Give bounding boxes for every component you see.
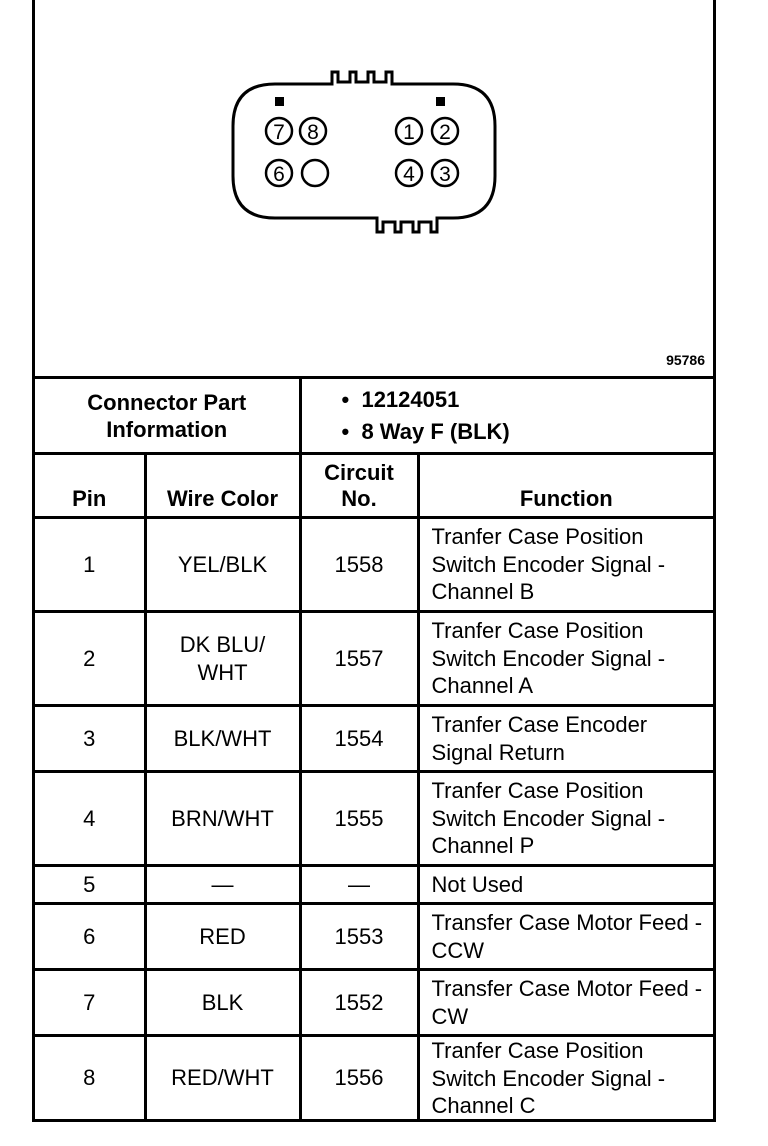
wire-color-cell: — [145, 866, 300, 904]
connector-outline [233, 72, 495, 232]
function-cell: Tranfer Case Position Switch Encoder Signal - Channel B [418, 518, 713, 612]
circuit-cell: 1554 [300, 706, 418, 772]
cavity-4-label: 4 [403, 163, 415, 186]
connector-figure [35, 0, 713, 376]
table-row [35, 772, 713, 866]
header-row [35, 454, 713, 518]
cavity-7 [266, 118, 292, 144]
cavity-6 [266, 160, 292, 186]
cavity-1 [396, 118, 422, 144]
pin-cell: 1 [35, 518, 145, 612]
circuit-cell: 1557 [300, 612, 418, 706]
circuit-cell: 1555 [300, 772, 418, 866]
pin-cell: 8 [35, 1036, 145, 1120]
connector-part-info-label: Connector Part Information [35, 378, 300, 454]
cavity-7-label: 7 [273, 121, 285, 144]
pin-cell: 3 [35, 706, 145, 772]
pin7-marker [275, 97, 284, 106]
circuit-cell: 1558 [300, 518, 418, 612]
function-cell: Transfer Case Motor Feed - CW [418, 970, 713, 1036]
pin-cell: 7 [35, 970, 145, 1036]
wire-color-cell: YEL/BLK [145, 518, 300, 612]
wire-color-cell: RED [145, 904, 300, 970]
function-cell: Tranfer Case Position Switch Encoder Signal - Channel P [418, 772, 713, 866]
cavity-3 [432, 160, 458, 186]
figure-number: 95786 [666, 352, 705, 368]
cavity-3-label: 3 [439, 163, 451, 186]
pin-cell: 4 [35, 772, 145, 866]
col-header-wire-color: Wire Color [145, 454, 300, 518]
circuit-cell: 1556 [300, 1036, 418, 1120]
cavity-2 [432, 118, 458, 144]
col-header-circuit: Circuit No. [300, 454, 418, 518]
table-row [35, 612, 713, 706]
wire-color-cell: BLK/WHT [145, 706, 300, 772]
table-row [35, 518, 713, 612]
cavity-1-label: 1 [403, 121, 415, 144]
col-header-function: Function [418, 454, 713, 518]
function-cell: Tranfer Case Encoder Signal Return [418, 706, 713, 772]
connector-part-info [300, 378, 713, 454]
pin-cell: 5 [35, 866, 145, 904]
table-row [35, 904, 713, 970]
cavity-8 [300, 118, 326, 144]
connector-face-drawing [35, 0, 713, 376]
pin-cell: 6 [35, 904, 145, 970]
circuit-cell: 1552 [300, 970, 418, 1036]
pinout-table [35, 376, 713, 1120]
cavity-6-label: 6 [273, 163, 285, 186]
wire-color-cell: RED/WHT [145, 1036, 300, 1120]
table-row [35, 1036, 713, 1120]
cavity-5-empty [302, 160, 328, 186]
table-row [35, 970, 713, 1036]
function-cell: Tranfer Case Position Switch Encoder Signal - Channel C [418, 1036, 713, 1120]
pinout-rows [35, 518, 713, 1120]
function-cell: Not Used [418, 866, 713, 904]
cavity-4 [396, 160, 422, 186]
circuit-cell: — [300, 866, 418, 904]
col-header-pin: Pin [35, 454, 145, 518]
table-row [35, 866, 713, 904]
wire-color-cell: BRN/WHT [145, 772, 300, 866]
function-cell: Tranfer Case Position Switch Encoder Signal - Channel A [418, 612, 713, 706]
function-cell: Transfer Case Motor Feed - CCW [418, 904, 713, 970]
table-row [35, 706, 713, 772]
connector-description: • 8 Way F (BLK) [342, 416, 714, 448]
cavity-2-label: 2 [439, 121, 451, 144]
pin-cell: 2 [35, 612, 145, 706]
cavity-8-label: 8 [307, 121, 319, 144]
connector-part-number: • 12124051 [342, 384, 714, 416]
connector-info-row [35, 378, 713, 454]
circuit-cell: 1553 [300, 904, 418, 970]
wire-color-cell: BLK [145, 970, 300, 1036]
wire-color-cell: DK BLU/ WHT [145, 612, 300, 706]
pin2-marker [436, 97, 445, 106]
connector-sheet [32, 0, 716, 1122]
